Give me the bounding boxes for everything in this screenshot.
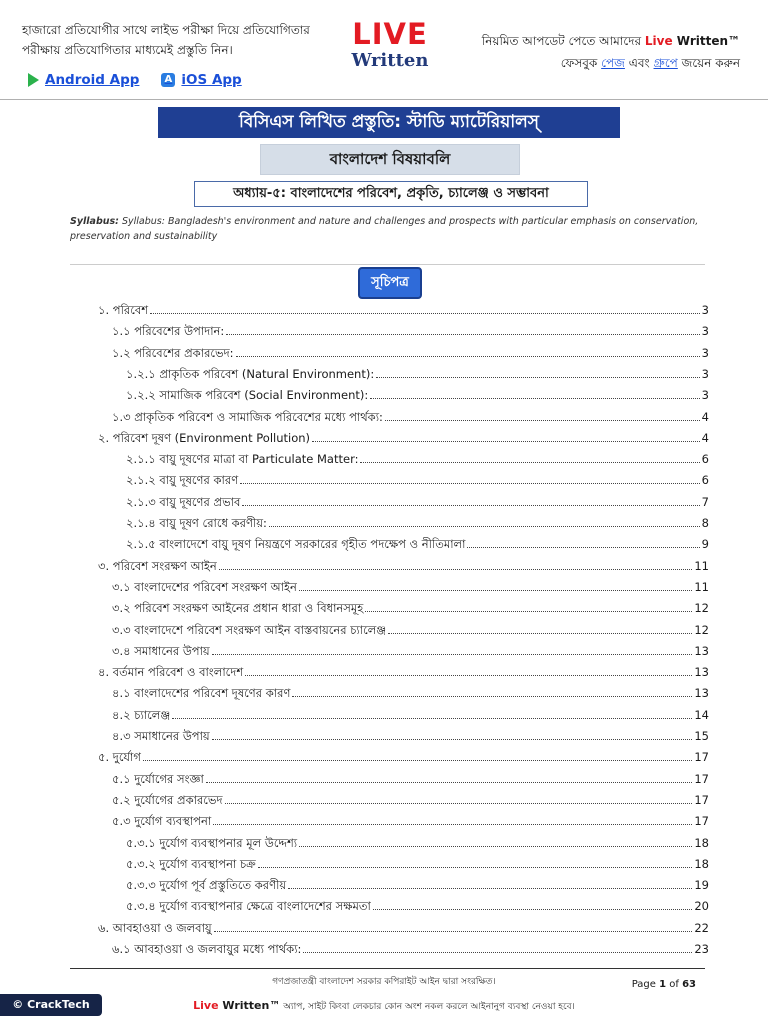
toc-entry[interactable] [126,873,709,893]
toc-entry[interactable] [112,809,709,829]
join-text: জয়েন করুন [677,56,740,70]
toc-entry-page: 4 [701,430,709,445]
facebook-group-link[interactable]: গ্রুপে [653,56,678,70]
toc-dot-leader [312,441,700,442]
social-line2 [440,52,740,74]
toc-entry[interactable] [112,724,709,744]
toc-entry-title: ৩. পরিবেশ সংরক্ষণ আইন [98,558,217,573]
toc-entry-title: ১.৩ প্রাকৃতিক পরিবেশ ও সামাজিক পরিবেশের মধ্যে পার্থক্য: [112,409,383,424]
toc-entry-title: ৩.৩ বাংলাদেশে পরিবেশ সংরক্ষণ আইন বাস্তবায়নের চ্যালেঞ্জ [112,622,387,637]
toc-entry-page: 17 [694,792,709,807]
toc-dot-leader [236,356,700,357]
header-tagline [22,20,332,60]
ios-app-label: iOS App [181,72,242,88]
toc-entry[interactable] [112,341,709,361]
toc-entry-page: 11 [694,558,709,573]
footer-written: Written™ [218,999,281,1012]
toc-dot-leader [299,590,692,591]
toc-entry-page: 18 [694,835,709,850]
app-links [28,72,242,88]
toc-entry-title: ৩.৪ সমাধানের উপায় [112,643,210,658]
logo-live-text: LIVE [352,17,428,51]
page-current: 1 [659,979,667,990]
syllabus-label: Syllabus: [70,216,119,227]
toc-dot-leader [172,718,692,719]
toc-entry-page: 20 [694,899,709,914]
footer-divider [70,968,705,969]
toc-entry-title: ৫.৩.৪ দুর্যোগ ব্যবস্থাপনার ক্ষেত্রে বাংলাদেশের সক্ষমতা [126,899,371,914]
toc-entry-title: ২.১.৩ বায়ু দূষণের প্রভাব [126,494,241,509]
toc-dot-leader [213,824,692,825]
toc-entry-page: 3 [701,345,709,360]
cracktech-badge: © CrackTech [0,994,102,1016]
toc-entry[interactable] [98,916,709,936]
live-written-logo [348,18,432,72]
toc-entry-title: ২.১.৫ বাংলাদেশে বায়ু দূষণ নিয়ন্ত্রণে সরকারের গৃহীত পদক্ষেপ ও নীতিমালা [126,537,466,552]
syllabus-divider [70,264,705,265]
toc-entry-page: 17 [694,771,709,786]
toc-entry[interactable] [98,745,709,765]
toc-entry-title: ৩.১ বাংলাদেশের পরিবেশ সংরক্ষণ আইন [112,579,297,594]
syllabus [70,214,706,244]
toc-entry-page: 19 [694,878,709,893]
toc-entry-title: ৬. আবহাওয়া ও জলবায়ু [98,920,212,935]
subject-title: বাংলাদেশ বিষয়াবলি [260,144,520,175]
toc-entry-page: 3 [701,303,709,317]
page-title: বিসিএস লিখিত প্রস্তুতি: স্টাডি ম্যাটেরিয়ালস্ [158,107,620,138]
toc-entry-page: 23 [694,942,709,956]
toc-entry-page: 15 [694,729,709,743]
toc-dot-leader [292,696,692,697]
toc-entry[interactable] [126,831,709,851]
social-live: Live [644,34,673,48]
toc-dot-leader [388,633,692,634]
toc-entry-page: 12 [694,601,709,616]
toc-entry-title: ১.২ পরিবেশের প্রকারভেদ: [112,345,234,360]
toc-entry-page: 12 [694,622,709,637]
page-of: of [666,979,683,990]
toc-entry[interactable] [112,405,709,425]
toc-entry-page: 13 [694,665,709,680]
toc-dot-leader [365,611,692,612]
toc-dot-leader [225,803,693,804]
footer-warning-text: অ্যাপ, সাইট কিংবা লেকচার কোন অংশ নকল করলে আইনানুগ ব্যবস্থা নেওয়া হবে। [280,1002,575,1012]
toc-entry[interactable] [126,383,709,403]
google-play-icon [28,73,39,87]
toc-dot-leader [370,398,699,399]
toc-entry[interactable] [98,554,709,574]
toc-entry-page: 3 [701,324,709,339]
toc-entry[interactable] [126,362,709,382]
toc-entry[interactable] [112,575,709,595]
footer-live: Live [193,999,219,1012]
toc-dot-leader [143,760,692,761]
toc-entry-page: 9 [701,537,709,552]
toc-dot-leader [245,675,692,676]
toc-entry-page: 17 [694,814,709,829]
toc-dot-leader [303,952,692,953]
toc-entry[interactable] [112,639,709,659]
toc-dot-leader [206,782,692,783]
toc-dot-leader [212,654,693,655]
toc-dot-leader [258,867,693,868]
toc-entry-title: ৫.৩.১ দুর্যোগ ব্যবস্থাপনার মূল উদ্দেশ্য [126,835,298,850]
toc-entry[interactable] [112,788,709,808]
toc-entry-title: ২.১.৪ বায়ু দূষণ রোধে করণীয়: [126,516,267,530]
toc-entry-title: ৩.২ পরিবেশ সংরক্ষণ আইনের প্রধান ধারা ও বিধানসমূহ [112,601,364,616]
tagline-line1: হাজারো প্রতিযোগীর সাথে লাইভ পরীক্ষা দিয়ে প্রতিযোগিতার [22,23,310,37]
social-prefix: নিয়মিত আপডেট পেতে আমাদের [481,34,645,48]
toc-dot-leader [376,377,699,378]
toc-entry-page: 3 [701,366,709,381]
facebook-page-link[interactable]: পেজ [601,56,625,70]
toc-entry-title: ১.১ পরিবেশের উপাদান: [112,324,225,339]
app-store-icon: A [161,73,175,87]
chapter-title: অধ্যায়-৫: বাংলাদেশের পরিবেশ, প্রকৃতি, চ্যালেঞ্জ ও সম্ভাবনা [194,181,588,207]
toc-entry-page: 22 [694,920,709,935]
toc-entry-title: ১.২.১ প্রাকৃতিক পরিবেশ (Natural Environment): [126,366,375,381]
and-text: এবং [624,56,654,70]
toc-entry-title: ২.১.১ বায়ু দূষণের মাত্রা বা Particulate Matter: [126,452,359,467]
toc-dot-leader [385,420,700,421]
toc-dot-leader [219,569,693,570]
toc-entry-page: 11 [694,579,709,594]
toc-dot-leader [226,334,699,335]
syllabus-text: Syllabus: Bangladesh's environment and nature and challenges and prospects with particular emphasis on conservation, preservation and sustainability [70,216,699,242]
toc-entry-title: ৫.২ দুর্যোগের প্রকারভেদ [112,792,223,807]
toc-entry[interactable] [126,511,709,531]
toc-entry-title: ৬.১ আবহাওয়া ও জলবায়ুর মধ্যে পার্থক্য: [112,942,302,956]
toc-entry-title: ৫.৩.২ দুর্যোগ ব্যবস্থাপনা চক্র [126,856,256,871]
toc-entry[interactable] [112,681,709,701]
toc-entry-page: 13 [694,686,709,701]
toc-entry[interactable] [126,490,709,510]
toc-entry-title: ২. পরিবেশ দূষণ (Environment Pollution) [98,430,311,445]
toc-dot-leader [150,313,700,314]
toc-entry-title: ৪. বর্তমান পরিবেশ ও বাংলাদেশ [98,665,244,680]
toc-entry[interactable] [112,767,709,787]
logo-written-text: Written [351,50,429,71]
toc-entry-title: ১. পরিবেশ [98,303,149,317]
toc-entry-title: ৫. দুর্যোগ [98,750,141,765]
toc-entry[interactable] [98,298,709,318]
ios-app-link[interactable] [161,72,241,88]
page-number [632,979,696,990]
toc-entry[interactable] [126,532,709,552]
toc-entry[interactable] [112,937,709,957]
toc-entry-page: 6 [701,473,709,488]
toc-entry-page: 4 [701,409,709,424]
android-app-label: Android App [45,72,140,88]
toc-dot-leader [240,483,700,484]
toc-entry[interactable] [112,618,709,638]
copy-warning [0,999,768,1014]
toc-entry[interactable] [112,703,709,723]
tagline-line2: পরীক্ষায় প্রতিযোগিতার মাধ্যমেই প্রস্তুতি নিন। [22,43,233,57]
social-written: Written™ [672,34,740,48]
header-divider [0,99,768,100]
toc-entry[interactable] [98,660,709,680]
toc-dot-leader [467,547,699,548]
toc-entry[interactable] [112,596,709,616]
toc-entry-title: ৫.১ দুর্যোগের সংজ্ঞা [112,771,204,786]
social-line1 [440,30,740,52]
toc-heading: সূচিপত্র [358,267,422,299]
toc-entry-title: ৫.৩.৩ দুর্যোগ পূর্ব প্রস্তুতিতে করণীয় [126,878,287,893]
toc-entry-title: ৪.৩ সমাধানের উপায় [112,729,210,743]
toc-dot-leader [288,888,692,889]
toc-dot-leader [212,739,693,740]
toc-dot-leader [214,931,693,932]
toc-dot-leader [269,526,700,527]
toc-entry-page: 7 [701,494,709,509]
page-prefix: Page [631,979,660,990]
toc-entry-page: 3 [701,388,709,403]
page-total: 63 [682,979,696,990]
header-social [440,30,740,74]
toc-entry-page: 18 [694,856,709,871]
toc-entry-title: ৪.১ বাংলাদেশের পরিবেশ দূষণের কারণ [112,686,291,701]
toc-entry-page: 8 [701,516,709,530]
toc-entry[interactable] [126,447,709,467]
toc-entry-title: ২.১.২ বায়ু দূষণের কারণ [126,473,239,488]
toc-entry[interactable] [112,319,709,339]
toc-entry-page: 17 [694,750,709,765]
toc-entry[interactable] [98,426,709,446]
toc-dot-leader [242,505,699,506]
toc-entry-title: ৪.২ চ্যালেঞ্জ [112,707,171,722]
toc-entry[interactable] [126,468,709,488]
toc-entry-page: 13 [694,643,709,658]
toc-entry[interactable] [126,852,709,872]
toc-entry-page: 6 [701,452,709,467]
toc-entry-page: 14 [694,707,709,722]
facebook-text: ফেসবুক [560,56,602,70]
toc-entry-title: ৫.৩ দুর্যোগ ব্যবস্থাপনা [112,814,212,829]
toc-dot-leader [360,462,699,463]
toc-dot-leader [373,909,692,910]
toc-entry[interactable] [126,894,709,914]
toc-dot-leader [299,846,692,847]
copyright-notice: গণপ্রজাতন্ত্রী বাংলাদেশ সরকার কপিরাইট আইন দ্বারা সংরক্ষিত। [272,977,496,987]
android-app-link[interactable] [28,72,139,88]
toc-entry-title: ১.২.২ সামাজিক পরিবেশ (Social Environment): [126,388,369,403]
